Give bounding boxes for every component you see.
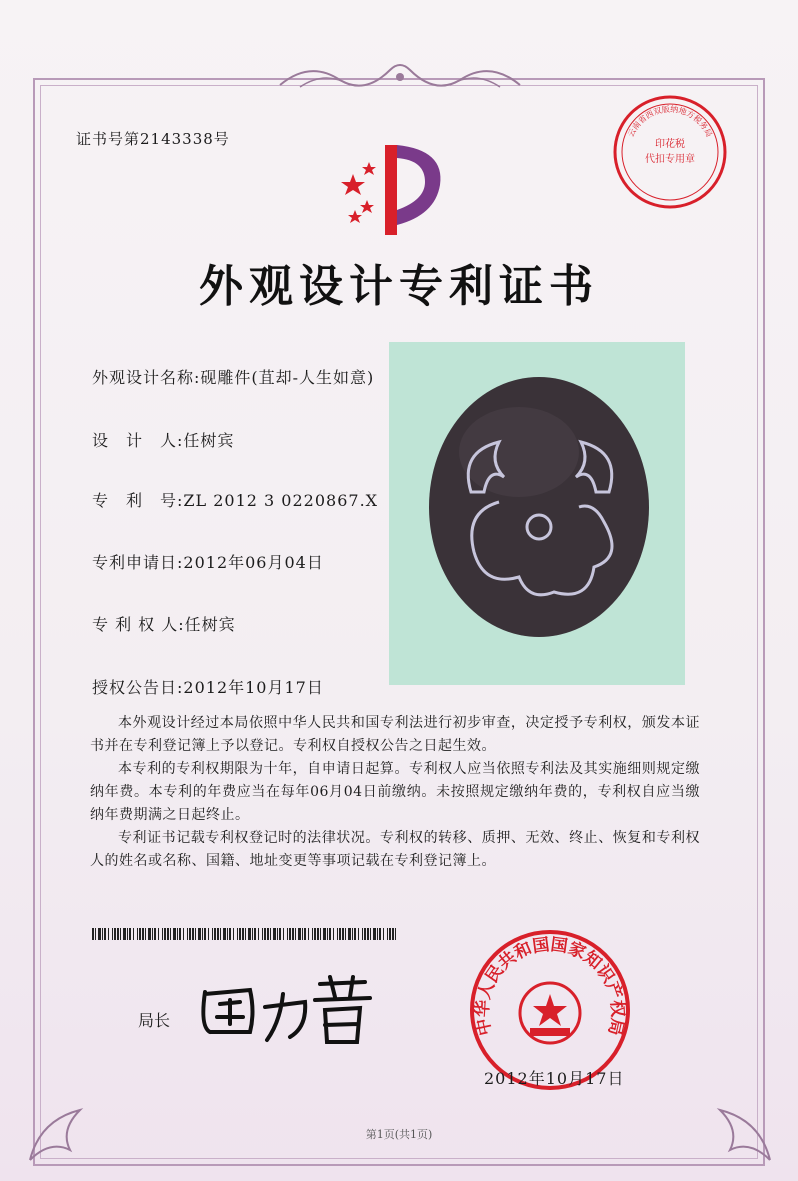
barcode-icon	[92, 928, 397, 940]
tax-seal-icon	[610, 92, 730, 212]
issue-date: 2012年10月17日	[484, 1069, 625, 1088]
svg-text:中华人民共和国国家知识产权局	[472, 935, 629, 1038]
patentee-value: 任树宾	[184, 615, 236, 634]
director-label: 局长	[138, 1011, 171, 1030]
grant-date-value: 2012年10月17日	[183, 678, 324, 697]
certificate-number: 证书号第2143338号	[76, 130, 230, 148]
filing-date-label: 专利申请日:	[92, 553, 184, 572]
svg-text:印花税: 印花税	[655, 139, 685, 150]
grant-date-row	[92, 675, 324, 698]
patent-number-value: ZL 2012 3 0220867.X	[183, 491, 379, 510]
design-name-value: 砚雕件(苴却-人生如意)	[200, 368, 375, 387]
inkstone-image	[389, 342, 685, 685]
design-name-row	[92, 365, 374, 388]
filing-date-value: 2012年06月04日	[183, 553, 324, 572]
designer-value: 任树宾	[183, 431, 235, 450]
filing-date-row	[92, 550, 324, 573]
tax-seal-arc-text: 云南省西双版纳地方税务局	[626, 104, 714, 139]
director-signature-icon	[195, 972, 375, 1047]
patentee-row	[92, 612, 236, 635]
svg-text:云南省西双版纳地方税务局	[626, 104, 713, 139]
design-name-label: 外观设计名称:	[92, 368, 201, 387]
paragraph-2: 本专利的专利权期限为十年，自申请日起算。专利权人应当依照专利法及其实施细则规定缴纳年费。本专利的年费应当在每年06月04日前缴纳。未按照规定缴纳年费的，专利权自应当缴纳年费期满之日起终止。	[90, 761, 700, 823]
designer-label: 设 计 人:	[92, 431, 184, 450]
page-title: 外观设计专利证书	[199, 261, 599, 312]
paragraph-3: 专利证书记载专利权登记时的法律状况。专利权的转移、质押、无效、终止、恢复和专利权人的姓名或名称、国籍、地址变更等事项记载在专利登记簿上。	[90, 830, 700, 869]
patent-number-label: 专 利 号:	[92, 491, 184, 510]
paragraph-1: 本外观设计经过本局依照中华人民共和国专利法进行初步审查，决定授予专利权，颁发本证书并在专利登记簿上予以登记。专利权自授权公告之日起生效。	[90, 715, 700, 754]
sipo-seal-arc-text: 中华人民共和国国家知识产权局	[472, 934, 628, 1038]
page-number: 第1页(共1页)	[365, 1128, 433, 1141]
design-photo	[389, 342, 685, 685]
patentee-label: 专 利 权 人:	[92, 615, 185, 634]
certificate-text	[90, 712, 700, 873]
svg-text:代扣专用章: 代扣专用章	[645, 154, 695, 165]
patent-office-logo-icon	[335, 140, 455, 240]
grant-date-label: 授权公告日:	[92, 678, 184, 697]
patent-number-row	[92, 488, 378, 511]
designer-row	[92, 428, 234, 451]
top-ornament-icon	[270, 55, 530, 95]
